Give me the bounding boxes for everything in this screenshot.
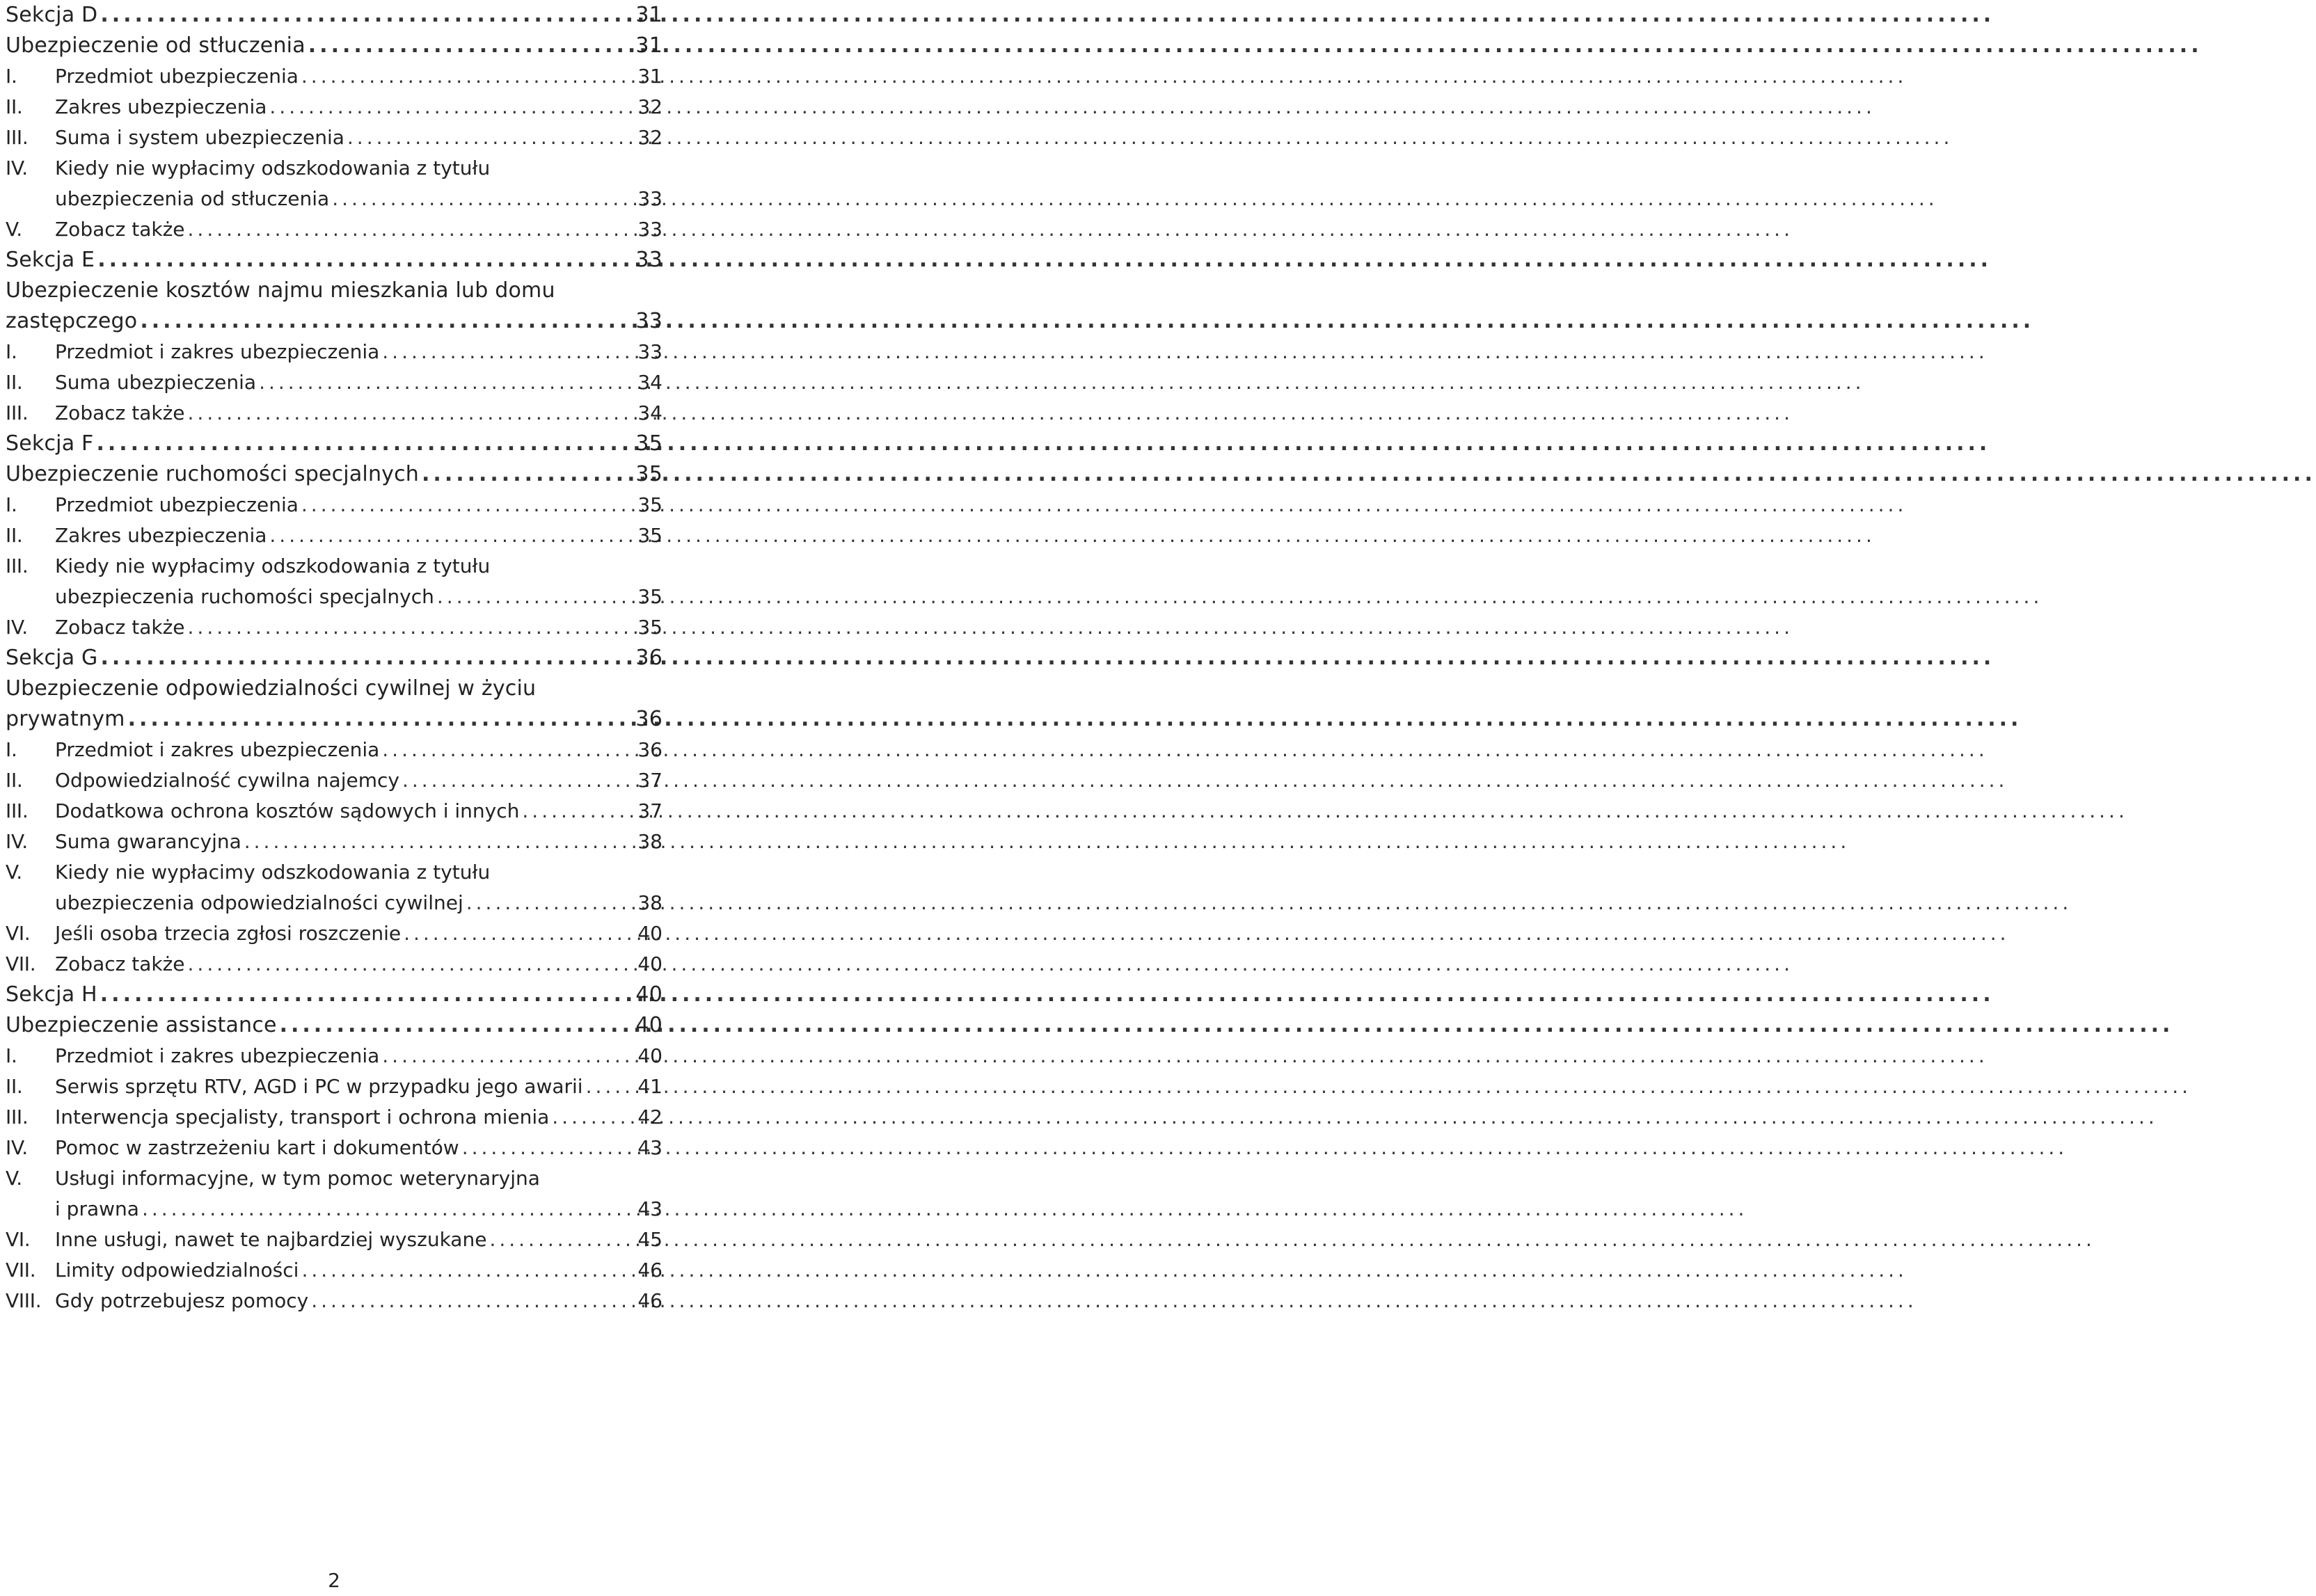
toc-page-number: 35 <box>637 616 663 639</box>
toc-item-numeral: IV. <box>6 830 28 853</box>
toc-item-numeral: III. <box>6 401 29 424</box>
dot-leader <box>188 398 633 429</box>
toc-entry-title: Przedmiot ubezpieczenia <box>55 493 299 516</box>
toc-entry-title: Inne usługi, nawet te najbardziej wyszukane <box>55 1228 487 1251</box>
toc-item-entry[interactable] <box>6 153 663 214</box>
toc-page-number: 35 <box>637 524 663 547</box>
toc-page-number: 31 <box>635 33 663 58</box>
toc-entry-title: Dodatkowa ochrona kosztów sądowych i innych <box>55 799 520 822</box>
toc-item-entry[interactable] <box>6 490 663 520</box>
dot-leader <box>522 796 633 827</box>
toc-page-number: 40 <box>637 1044 663 1067</box>
toc-section-entry[interactable] <box>6 276 663 337</box>
toc-item-entry[interactable] <box>6 1286 663 1316</box>
toc-item-entry[interactable] <box>6 520 663 551</box>
dot-leader <box>244 827 633 857</box>
toc-entry-title: ubezpieczenia od stłuczenia <box>55 187 330 210</box>
toc-entry-title: Ubezpieczenie assistance <box>6 1013 277 1037</box>
dot-leader <box>382 337 633 367</box>
toc-item-numeral: I. <box>6 65 17 88</box>
toc-item-numeral: V. <box>6 861 22 884</box>
toc-page-number: 43 <box>637 1197 663 1220</box>
toc-page-number: 36 <box>635 646 663 670</box>
toc-page-number: 35 <box>635 462 663 486</box>
dot-leader <box>128 704 633 735</box>
toc-item-entry[interactable] <box>6 1255 663 1286</box>
toc-item-entry[interactable] <box>6 337 663 367</box>
dot-leader <box>188 612 633 643</box>
toc-entry-title: i prawna <box>55 1197 139 1220</box>
toc-item-numeral: I. <box>6 340 17 363</box>
toc-item-numeral: III. <box>6 799 29 822</box>
toc-item-entry[interactable] <box>6 122 663 153</box>
toc-section-entry[interactable] <box>6 980 663 1010</box>
toc-entry-title: prywatnym <box>6 707 125 731</box>
dot-leader <box>259 367 633 398</box>
toc-item-numeral: IV. <box>6 157 28 179</box>
toc-entry-title: Gdy potrzebujesz pomocy <box>55 1289 309 1312</box>
toc-item-numeral: I. <box>6 1044 17 1067</box>
toc-page-number: 31 <box>635 3 663 27</box>
toc-item-numeral: I. <box>6 493 17 516</box>
toc-entry-title-line1: Usługi informacyjne, w tym pomoc weterynaryjna <box>55 1167 540 1190</box>
toc-page-number: 34 <box>637 371 663 394</box>
toc-item-entry[interactable] <box>6 918 663 949</box>
toc-entry-title: Przedmiot i zakres ubezpieczenia <box>55 1044 380 1067</box>
dot-leader <box>489 1224 633 1255</box>
toc-item-numeral: II. <box>6 769 23 792</box>
toc-entry-title-line1: Ubezpieczenie kosztów najmu mieszkania lub domu <box>6 278 555 303</box>
toc-page-number: 36 <box>637 738 663 761</box>
toc-item-numeral: VI. <box>6 1228 31 1251</box>
toc-page-number: 35 <box>635 431 663 456</box>
toc-page-number: 43 <box>637 1136 663 1159</box>
toc-page-number: 33 <box>635 248 663 272</box>
toc-entry-title-line1: Kiedy nie wypłacimy odszkodowania z tytułu <box>55 554 491 577</box>
toc-entry-title-line1: Kiedy nie wypłacimy odszkodowania z tytułu <box>55 861 491 884</box>
toc-section-entry[interactable] <box>6 673 663 735</box>
toc-entry-title: Zobacz także <box>55 218 185 241</box>
toc-entry-title: Zobacz także <box>55 952 185 975</box>
toc-page-number: 35 <box>637 585 663 608</box>
toc-entry-title: Odpowiedzialność cywilna najemcy <box>55 769 399 792</box>
toc-entry-title: ubezpieczenia ruchomości specjalnych <box>55 585 434 608</box>
toc-page-number: 33 <box>637 218 663 241</box>
toc-item-numeral: VII. <box>6 952 36 975</box>
toc-item-entry[interactable] <box>6 367 663 398</box>
toc-section-entry[interactable] <box>6 643 663 673</box>
toc-item-entry[interactable] <box>6 796 663 827</box>
toc-entry-title: Suma ubezpieczenia <box>55 371 257 394</box>
toc-item-entry[interactable] <box>6 1133 663 1163</box>
toc-entry-title: Limity odpowiedzialności <box>55 1259 299 1282</box>
toc-item-entry[interactable] <box>6 765 663 796</box>
toc-page-number: 42 <box>637 1106 663 1128</box>
toc-page-number: 41 <box>637 1075 663 1098</box>
toc-item-entry[interactable] <box>6 92 663 122</box>
dot-leader <box>437 582 633 612</box>
toc-page-number: 40 <box>637 922 663 945</box>
dot-leader <box>462 1133 633 1163</box>
toc-entry-title: Interwencja specjalisty, transport i ochrona mienia <box>55 1106 550 1128</box>
toc-section-entry[interactable] <box>6 0 663 31</box>
dot-leader <box>466 888 633 918</box>
toc-page-number: 34 <box>637 401 663 424</box>
dot-leader <box>140 306 633 337</box>
toc-entry-title: Ubezpieczenie ruchomości specjalnych <box>6 462 420 486</box>
dot-leader <box>308 31 633 61</box>
toc-entry-title-line1: Kiedy nie wypłacimy odszkodowania z tytułu <box>55 157 491 179</box>
toc-page-number: 40 <box>635 982 663 1007</box>
toc-item-entry[interactable] <box>6 1102 663 1133</box>
toc-item-numeral: IV. <box>6 616 28 639</box>
dot-leader <box>100 980 633 1010</box>
toc-page-number: 31 <box>637 65 663 88</box>
toc-entry-title: Sekcja G <box>6 646 98 670</box>
toc-item-numeral: I. <box>6 738 17 761</box>
toc-entry-title: Sekcja F <box>6 431 94 456</box>
toc-entry-title: Zakres ubezpieczenia <box>55 95 267 118</box>
dot-leader <box>97 245 633 276</box>
dot-leader <box>422 459 633 490</box>
toc-entry-title: Zakres ubezpieczenia <box>55 524 267 547</box>
toc-page-number: 40 <box>637 952 663 975</box>
dot-leader <box>269 92 633 122</box>
toc-item-entry[interactable] <box>6 949 663 980</box>
toc-section-entry[interactable] <box>6 245 663 276</box>
dot-leader <box>301 61 633 92</box>
toc-item-entry[interactable] <box>6 1224 663 1255</box>
toc-item-entry[interactable] <box>6 827 663 857</box>
toc-item-entry[interactable] <box>6 1041 663 1071</box>
toc-page-number: 36 <box>635 707 663 731</box>
toc-entry-title: Sekcja D <box>6 3 98 27</box>
toc-page-number: 38 <box>637 830 663 853</box>
toc-page-number: 33 <box>637 187 663 210</box>
toc-page-number: 33 <box>637 340 663 363</box>
toc-section-entry[interactable] <box>6 429 663 459</box>
toc-page-number: 33 <box>635 309 663 333</box>
toc-item-numeral: II. <box>6 95 23 118</box>
toc-section-entry[interactable] <box>6 459 663 490</box>
toc-item-numeral: III. <box>6 1106 29 1128</box>
dot-leader <box>332 184 633 214</box>
toc-page-number: 46 <box>637 1289 663 1312</box>
toc-page-number: 45 <box>637 1228 663 1251</box>
dot-leader <box>382 735 633 765</box>
dot-leader <box>96 429 633 459</box>
toc-entry-title: Sekcja H <box>6 982 97 1007</box>
toc-item-entry[interactable] <box>6 857 663 918</box>
toc-item-entry[interactable] <box>6 398 663 429</box>
toc-item-numeral: VII. <box>6 1259 36 1282</box>
toc-entry-title: zastępczego <box>6 309 138 333</box>
toc-section-entry[interactable] <box>6 1010 663 1041</box>
toc-page-number: 35 <box>637 493 663 516</box>
toc-item-numeral: V. <box>6 1167 22 1190</box>
dot-leader <box>188 949 633 980</box>
toc-item-entry[interactable] <box>6 1071 663 1102</box>
dot-leader <box>311 1286 633 1316</box>
toc-entry-title: Sekcja E <box>6 248 95 272</box>
toc-page-number: 32 <box>637 126 663 149</box>
toc-item-numeral: II. <box>6 371 23 394</box>
toc-item-numeral: III. <box>6 126 29 149</box>
toc-item-entry[interactable] <box>6 1163 663 1224</box>
toc-entry-title: Ubezpieczenie od stłuczenia <box>6 33 306 58</box>
page-number: 2 <box>328 1569 340 1592</box>
toc-page-number: 32 <box>637 95 663 118</box>
toc-entry-title: Suma i system ubezpieczenia <box>55 126 344 149</box>
toc-item-entry[interactable] <box>6 61 663 92</box>
toc-item-numeral: II. <box>6 1075 23 1098</box>
toc-item-numeral: II. <box>6 524 23 547</box>
toc-item-entry[interactable] <box>6 612 663 643</box>
dot-leader <box>280 1010 633 1041</box>
dot-leader <box>188 214 633 245</box>
dot-leader <box>100 643 633 673</box>
toc-entry-title: Przedmiot i zakres ubezpieczenia <box>55 340 380 363</box>
dot-leader <box>404 918 633 949</box>
toc-page-number: 37 <box>637 799 663 822</box>
dot-leader <box>301 1255 633 1286</box>
toc-entry-title: Pomoc w zastrzeżeniu kart i dokumentów <box>55 1136 459 1159</box>
toc-entry-title: Przedmiot i zakres ubezpieczenia <box>55 738 380 761</box>
toc-page-number: 37 <box>637 769 663 792</box>
toc-item-numeral: VI. <box>6 922 31 945</box>
toc-page-number: 40 <box>635 1013 663 1037</box>
table-of-contents <box>6 0 663 1316</box>
dot-leader <box>382 1041 633 1071</box>
dot-leader <box>552 1102 633 1133</box>
toc-entry-title: ubezpieczenia odpowiedzialności cywilnej <box>55 891 463 914</box>
dot-leader <box>586 1071 633 1102</box>
toc-entry-title-line1: Ubezpieczenie odpowiedzialności cywilnej w życiu <box>6 676 537 701</box>
toc-item-numeral: III. <box>6 554 29 577</box>
dot-leader <box>142 1194 633 1224</box>
toc-item-entry[interactable] <box>6 214 663 245</box>
toc-page-number: 38 <box>637 891 663 914</box>
toc-entry-title: Suma gwarancyjna <box>55 830 241 853</box>
toc-entry-title: Zobacz także <box>55 401 185 424</box>
toc-entry-title: Przedmiot ubezpieczenia <box>55 65 299 88</box>
toc-entry-title: Zobacz także <box>55 616 185 639</box>
toc-item-numeral: V. <box>6 218 22 241</box>
dot-leader <box>347 122 633 153</box>
toc-entry-title: Jeśli osoba trzecia zgłosi roszczenie <box>55 922 402 945</box>
dot-leader <box>301 490 633 520</box>
toc-item-numeral: VIII. <box>6 1289 42 1312</box>
toc-item-entry[interactable] <box>6 551 663 612</box>
dot-leader <box>402 765 633 796</box>
toc-item-entry[interactable] <box>6 735 663 765</box>
toc-item-numeral: IV. <box>6 1136 28 1159</box>
dot-leader <box>269 520 633 551</box>
toc-page-number: 46 <box>637 1259 663 1282</box>
toc-section-entry[interactable] <box>6 31 663 61</box>
toc-entry-title: Serwis sprzętu RTV, AGD i PC w przypadku jego awarii <box>55 1075 583 1098</box>
dot-leader <box>100 0 633 31</box>
